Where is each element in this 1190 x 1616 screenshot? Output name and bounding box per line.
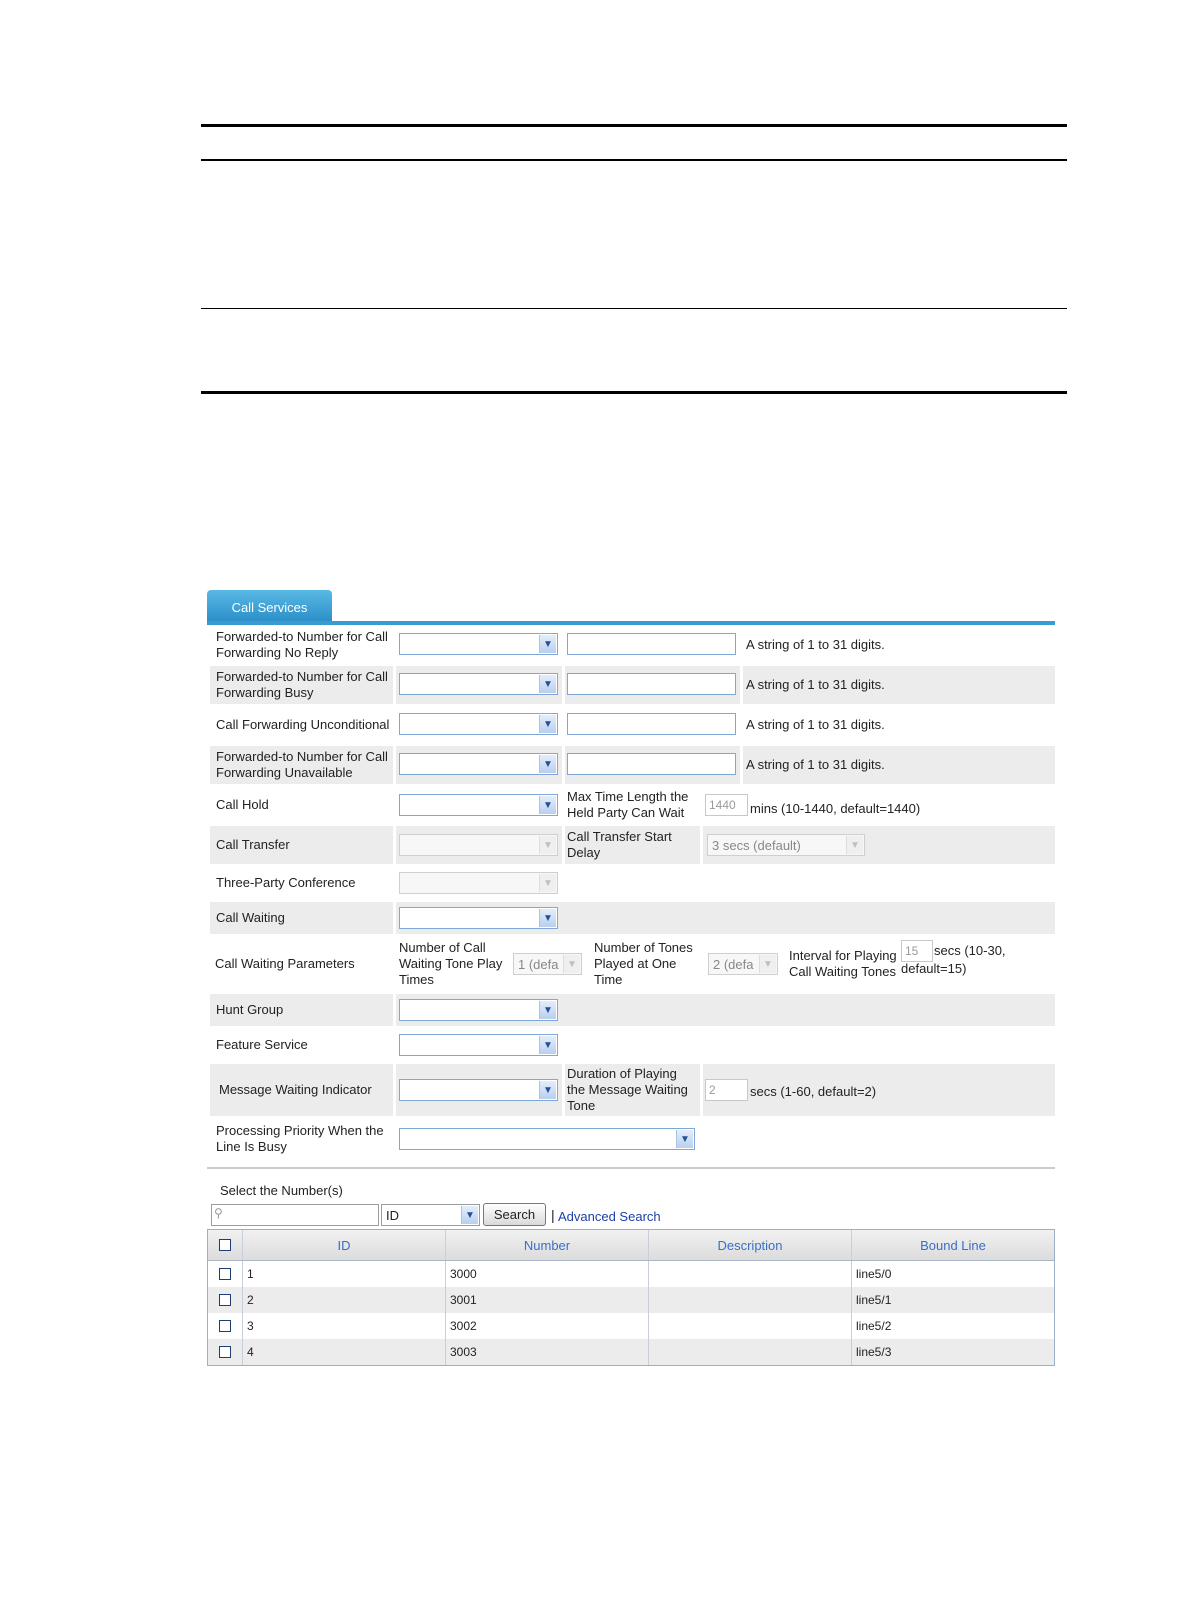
mwi-duration-input[interactable]: 2 xyxy=(705,1079,748,1101)
doc-table-top-rule xyxy=(201,124,1067,127)
doc-table-row-rule xyxy=(201,308,1067,309)
section-divider xyxy=(207,1167,1055,1169)
cell-number: 3000 xyxy=(446,1261,649,1287)
column-header-id[interactable]: ID xyxy=(243,1230,446,1260)
column-header-description[interactable]: Description xyxy=(649,1230,852,1260)
held-party-wait-label: Max Time Length the Held Party Can Wait xyxy=(567,789,689,820)
advanced-search-link[interactable]: Advanced Search xyxy=(558,1209,661,1224)
row-mwi xyxy=(210,1064,1055,1116)
cf-no-reply-select[interactable] xyxy=(399,633,558,655)
cw-interval-label: Interval for Playing Call Waiting Tones xyxy=(789,948,897,979)
row-checkbox[interactable] xyxy=(219,1268,231,1280)
chevron-down-icon: ▼ xyxy=(846,836,863,854)
cell-description xyxy=(649,1313,852,1339)
row-call-waiting-params xyxy=(210,936,1055,992)
cell-bound-line: line5/0 xyxy=(856,1267,892,1281)
row-cf-unconditional xyxy=(210,706,1055,744)
cell-id: 4 xyxy=(243,1339,446,1365)
search-field-select[interactable]: ID ▼ xyxy=(381,1204,480,1226)
cf-no-reply-label: Forwarded-to Number for Call Forwarding No Reply xyxy=(216,629,388,660)
cell-bound-line: line5/2 xyxy=(856,1319,892,1333)
chevron-down-icon: ▼ xyxy=(539,1081,556,1099)
cell-id: 1 xyxy=(243,1261,446,1287)
table-row[interactable] xyxy=(208,1339,1054,1365)
cf-busy-select[interactable] xyxy=(399,673,558,695)
busy-priority-label: Processing Priority When the Line Is Busy xyxy=(216,1123,384,1154)
cell-description xyxy=(649,1339,852,1365)
row-call-waiting xyxy=(210,902,1055,934)
doc-table-bottom-rule xyxy=(201,391,1067,394)
select-all-checkbox[interactable] xyxy=(219,1239,231,1251)
doc-table-header-rule xyxy=(201,159,1067,161)
held-party-wait-input[interactable]: 1440 xyxy=(705,794,748,816)
search-icon: ⚲ xyxy=(214,1206,223,1220)
cw-interval-unit: secs (10-30, default=15) xyxy=(901,943,1006,976)
chevron-down-icon: ▼ xyxy=(539,836,556,854)
tab-call-services[interactable]: Call Services xyxy=(207,590,332,622)
call-transfer-label: Call Transfer xyxy=(216,837,290,852)
cf-unconditional-number-input[interactable] xyxy=(567,713,736,735)
row-checkbox[interactable] xyxy=(219,1320,231,1332)
search-button[interactable]: Search xyxy=(483,1203,546,1226)
cf-busy-label: Forwarded-to Number for Call Forwarding Busy xyxy=(216,669,388,700)
cf-unconditional-label: Call Forwarding Unconditional xyxy=(216,717,390,732)
row-call-hold xyxy=(210,786,1055,824)
cell-bound-line: line5/3 xyxy=(856,1345,892,1359)
chevron-down-icon: ▼ xyxy=(676,1130,693,1148)
column-header-bound-line[interactable]: Bound Line xyxy=(920,1237,986,1253)
table-header xyxy=(208,1230,1054,1261)
held-party-wait-unit: mins (10-1440, default=1440) xyxy=(750,801,921,816)
cf-busy-number-input[interactable] xyxy=(567,673,736,695)
row-call-transfer xyxy=(210,826,1055,864)
row-checkbox[interactable] xyxy=(219,1294,231,1306)
cell-number: 3001 xyxy=(446,1287,649,1313)
chevron-down-icon: ▼ xyxy=(539,909,556,927)
row-hunt-group xyxy=(210,994,1055,1026)
chevron-down-icon: ▼ xyxy=(539,874,556,892)
hunt-group-select[interactable] xyxy=(399,999,558,1021)
cf-unavailable-select[interactable] xyxy=(399,753,558,775)
mwi-label: Message Waiting Indicator xyxy=(219,1082,372,1097)
cell-bound-line: line5/1 xyxy=(856,1293,892,1307)
cf-busy-hint: A string of 1 to 31 digits. xyxy=(746,677,885,692)
cw-interval-input[interactable]: 15 xyxy=(901,940,933,962)
row-feature-service xyxy=(210,1028,1055,1062)
call-waiting-label: Call Waiting xyxy=(216,910,285,925)
tone-play-times-label: Number of Call Waiting Tone Play Times xyxy=(399,940,503,987)
row-cf-unavailable xyxy=(210,746,1055,784)
feature-service-select[interactable] xyxy=(399,1034,558,1056)
call-transfer-delay-select[interactable]: 3 secs (default) ▼ xyxy=(707,834,865,856)
call-hold-select[interactable] xyxy=(399,794,558,816)
call-transfer-select[interactable] xyxy=(399,834,558,856)
number-search-input[interactable] xyxy=(211,1204,379,1226)
cf-unavailable-number-input[interactable] xyxy=(567,753,736,775)
busy-priority-select[interactable] xyxy=(399,1128,695,1150)
row-busy-priority xyxy=(210,1118,1055,1160)
row-checkbox[interactable] xyxy=(219,1346,231,1358)
link-separator: | xyxy=(551,1207,555,1223)
cell-number: 3002 xyxy=(446,1313,649,1339)
chevron-down-icon: ▼ xyxy=(539,1036,556,1054)
table-row[interactable] xyxy=(208,1287,1054,1313)
select-numbers-title: Select the Number(s) xyxy=(220,1183,343,1198)
tab-underline xyxy=(207,621,1055,625)
cf-unavailable-label: Forwarded-to Number for Call Forwarding Unavailable xyxy=(216,749,388,780)
mwi-duration-unit: secs (1-60, default=2) xyxy=(750,1084,877,1099)
mwi-duration-label: Duration of Playing the Message Waiting Tone xyxy=(567,1066,688,1113)
row-cf-no-reply xyxy=(210,626,1055,664)
cf-unavailable-hint: A string of 1 to 31 digits. xyxy=(746,757,885,772)
tones-per-time-select[interactable]: 2 (defa ▼ xyxy=(708,953,778,975)
cf-unconditional-select[interactable] xyxy=(399,713,558,735)
tones-per-time-label: Number of Tones Played at One Time xyxy=(594,940,693,987)
cf-no-reply-hint: A string of 1 to 31 digits. xyxy=(746,637,885,652)
chevron-down-icon: ▼ xyxy=(539,715,556,733)
hunt-group-label: Hunt Group xyxy=(216,1002,284,1017)
chevron-down-icon: ▼ xyxy=(461,1206,478,1224)
cell-number: 3003 xyxy=(446,1339,649,1365)
feature-service-label: Feature Service xyxy=(216,1037,308,1052)
cf-no-reply-number-input[interactable] xyxy=(567,633,736,655)
tone-play-times-select[interactable]: 1 (defa ▼ xyxy=(513,953,582,975)
table-row[interactable] xyxy=(208,1313,1054,1339)
row-three-party xyxy=(210,866,1055,900)
mwi-select[interactable] xyxy=(399,1079,558,1101)
three-party-label: Three-Party Conference xyxy=(216,875,356,890)
chevron-down-icon: ▼ xyxy=(539,635,556,653)
call-transfer-delay-label: Call Transfer Start Delay xyxy=(567,829,672,860)
three-party-select[interactable] xyxy=(399,872,558,894)
column-header-number[interactable]: Number xyxy=(446,1230,649,1260)
cell-id: 2 xyxy=(243,1287,446,1313)
chevron-down-icon: ▼ xyxy=(759,955,776,973)
cell-description xyxy=(649,1261,852,1287)
call-hold-label: Call Hold xyxy=(216,797,269,812)
table-row[interactable] xyxy=(208,1261,1054,1287)
chevron-down-icon: ▼ xyxy=(563,955,580,973)
chevron-down-icon: ▼ xyxy=(539,796,556,814)
call-waiting-select[interactable] xyxy=(399,907,558,929)
cell-description xyxy=(649,1287,852,1313)
cell-id: 3 xyxy=(243,1313,446,1339)
chevron-down-icon: ▼ xyxy=(539,755,556,773)
chevron-down-icon: ▼ xyxy=(539,675,556,693)
numbers-table xyxy=(207,1229,1055,1366)
call-waiting-params-label: Call Waiting Parameters xyxy=(215,956,355,971)
cf-unconditional-hint: A string of 1 to 31 digits. xyxy=(746,717,885,732)
chevron-down-icon: ▼ xyxy=(539,1001,556,1019)
row-cf-busy xyxy=(210,666,1055,704)
